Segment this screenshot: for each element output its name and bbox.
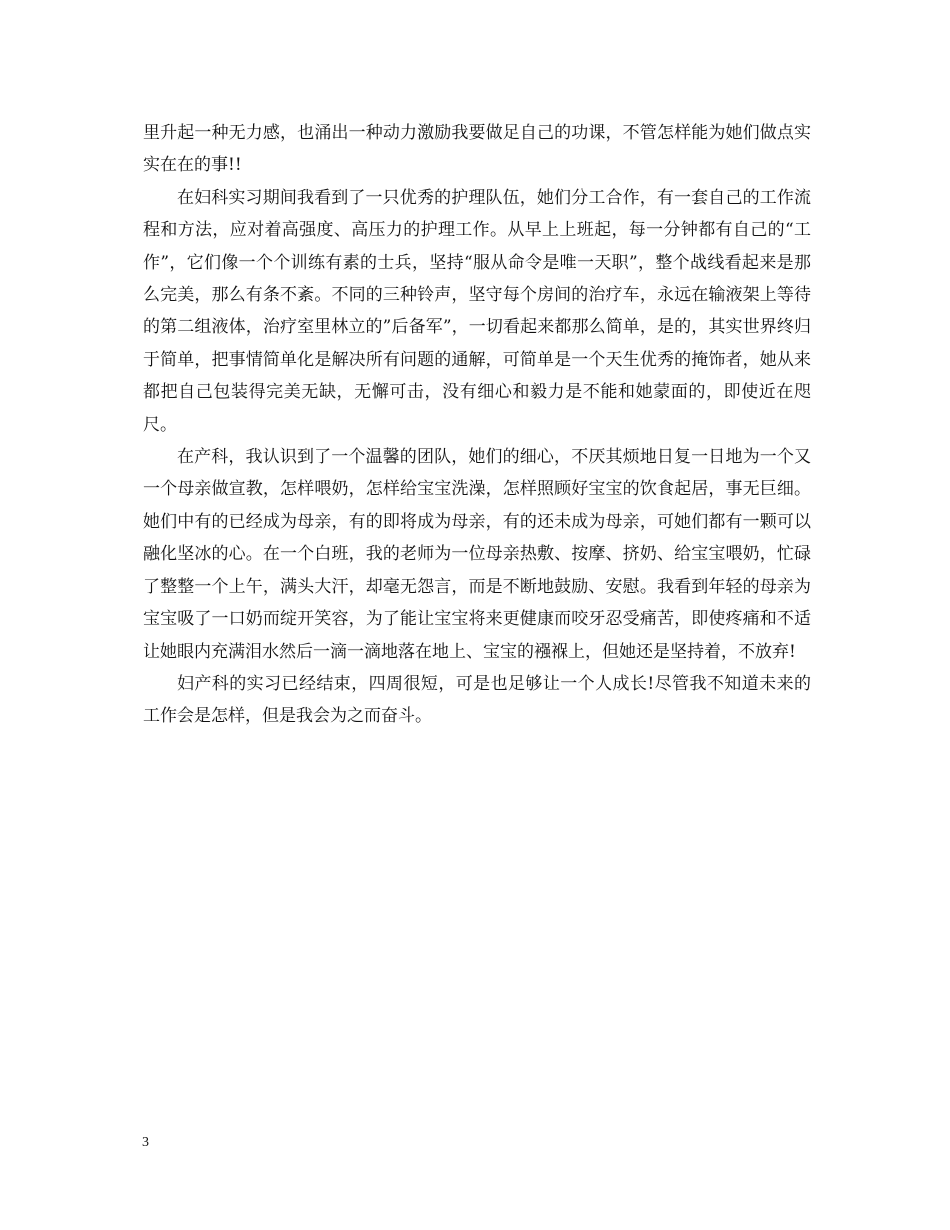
page-number: 3	[142, 1135, 149, 1150]
paragraph-1: 里升起一种无力感，也涌出一种动力激励我要做足自己的功课，不管怎样能为她们做点实实在在的事!!	[143, 123, 811, 176]
paragraph-4: 妇产科的实习已经结束，四周很短，可是也足够让一个人成长!尽管我不知道未来的工作会是怎样，但是我会为之而奋斗。	[143, 673, 811, 727]
body-text	[143, 117, 811, 733]
paragraph-3: 在产科，我认识到了一个温馨的团队，她们的细心，不厌其烦地日复一日地为一个又一个母亲做宣教，怎样喂奶，怎样给宝宝洗澡，怎样照顾好宝宝的饮食起居，事无巨细。她们中有的已经成为母亲，有的即将成为母亲，有的还未成为母亲，可她们都有一颗可以融化坚冰的心。在一个白班，我的老师为一位母亲热敷、按摩、挤奶、给宝宝喂奶，忙碌了整整一个上午，满头大汗，却毫无怨言，而是不断地鼓励、安慰。我看到年轻的母亲为宝宝吸了一口奶而绽开笑容，为了能让宝宝将来更健康而咬牙忍受痛苦，即使疼痛和不适让她眼内充满泪水然后一滴一滴地落在地上、宝宝的襁褓上，但她还是坚持着，不放弃!	[143, 447, 811, 662]
paragraph-2: 在妇科实习期间我看到了一只优秀的护理队伍，她们分工合作，有一套自己的工作流程和方法，应对着高强度、高压力的护理工作。从早上上班起，每一分钟都有自己的“工作”，它们像一个个训练有素的士兵，坚持“服从命令是唯一天职”，整个战线看起来是那么完美，那么有条不紊。不同的三种铃声，坚守每个房间的治疗车，永远在输液架上等待的第二组液体，治疗室里林立的”后备军”，一切看起来都那么简单，是的，其实世界终归于简单，把事情简单化是解决所有问题的通解，可简单是一个天生优秀的掩饰者，她从来都把自己包装得完美无缺，无懈可击，没有细心和毅力是不能和她蒙面的，即使近在咫尺。	[143, 187, 811, 435]
